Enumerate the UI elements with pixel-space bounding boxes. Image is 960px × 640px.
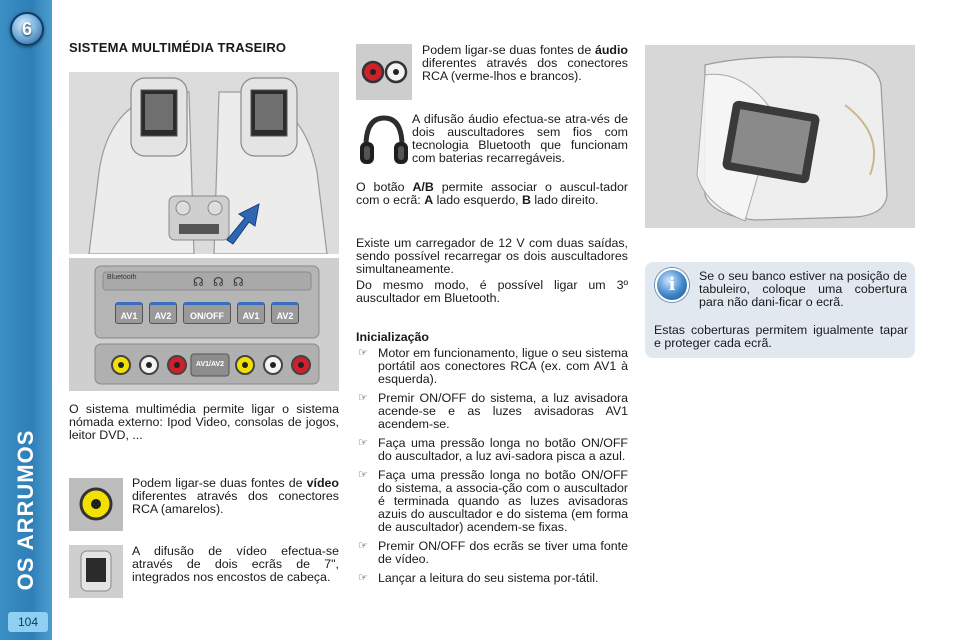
red-white-rca-icon [356, 44, 412, 100]
screen-cover-illustration [645, 45, 915, 228]
info-note-text-2: Estas coberturas permitem igualmente tapar e proteger cada ecrã. [654, 323, 908, 350]
init-steps-list [356, 347, 628, 591]
video-connector-thumb [69, 478, 123, 531]
headphones-paragraph: A difusão áudio efectua-se atra-vés de dois auscultadores sem fios com tecnologia Bluetooth que funcionam com baterias recarregáveis. [412, 112, 628, 165]
list-item: ☞ Lançar a leitura do seu sistema por-tátil. [358, 571, 599, 585]
headphones-icon [356, 112, 412, 170]
chapter-number: 6 [21, 19, 32, 39]
chapter-badge [10, 12, 44, 46]
panel-button: AV1 [237, 302, 265, 324]
audio-connector-thumb [356, 44, 412, 100]
video-sources-paragraph: Podem ligar-se duas fontes de vídeo diferentes através dos conectores RCA (amarelos). [132, 476, 339, 516]
chapter-title-vertical: OS ARRUMOS [13, 429, 38, 591]
screen-cover-drawing [645, 45, 915, 228]
info-note-text-1: Se o seu banco estiver na posição de tabuleiro, coloque uma cobertura para não dani-ficar o ecrã. [699, 269, 907, 309]
pointing-hand-icon: ☞ [358, 469, 368, 481]
screen-icon [69, 545, 123, 598]
headphone-icon: ☊ [233, 275, 244, 289]
video-screens-paragraph: A difusão de vídeo efectua-se através de dois ecrãs de 7", integrados nos encostos de cabeça. [132, 544, 339, 584]
headphone-icon: ☊ [213, 275, 224, 289]
audio-sources-paragraph: Podem ligar-se duas fontes de áudio diferentes através dos conectores RCA (verme-lhos e brancos). [422, 43, 628, 83]
panel-button: AV1 [115, 302, 143, 324]
headphones-thumb [356, 112, 412, 170]
section-title: SISTEMA MULTIMÉDIA TRASEIRO [69, 40, 287, 55]
panel-button: AV2 [149, 302, 177, 324]
panel-button: AV2 [271, 302, 299, 324]
list-item: ☞ Faça uma pressão longa no botão ON/OFF do auscultador, a luz avi-sadora pisca a azul. [358, 436, 628, 463]
pointing-hand-icon: ☞ [358, 437, 368, 449]
info-icon: i [655, 268, 689, 302]
headrest-screens-illustration [69, 72, 339, 254]
intro-paragraph: O sistema multimédia permite ligar o sistema nómada externo: Ipod Video, consolas de jogos, leitor DVD, ... [69, 402, 339, 442]
bluetooth-label: Bluetooth [107, 274, 137, 281]
info-note-box [645, 262, 915, 358]
page-number: 104 [8, 612, 48, 632]
bluetooth-paragraph: Do mesmo modo, é possível ligar um 3º auscultador em Bluetooth. [356, 278, 628, 305]
pointing-hand-icon: ☞ [358, 392, 368, 404]
pointing-hand-icon: ☞ [358, 540, 368, 552]
pointing-hand-icon: ☞ [358, 572, 368, 584]
yellow-rca-icon [69, 478, 123, 531]
list-item: ☞ Premir ON/OFF dos ecrãs se tiver uma fonte de vídeo. [358, 539, 628, 566]
headrest-screen-thumb [69, 545, 123, 598]
init-title: Inicialização [356, 330, 430, 344]
list-item: ☞ Faça uma pressão longa no botão ON/OFF do sistema, a associa-ção com o auscultador é terminada quando as luzes avisadoras azuis do auscultador e do sistema (em forma de auscultador) acendem-se fixas. [358, 468, 628, 534]
list-item: ☞ Motor em funcionamento, ligue o seu sistema portátil aos conectores RCA (ex. com AV1 à esquerda). [358, 346, 629, 386]
control-panel-photo [69, 258, 339, 391]
av-switch-label: AV1/AV2 [195, 361, 225, 368]
car-interior-drawing [69, 72, 339, 254]
charger-paragraph: Existe um carregador de 12 V com duas saídas, sendo possível recarregar os dois auscultadores simultaneamente. [356, 236, 628, 276]
panel-button: ON/OFF [183, 302, 231, 324]
ab-button-paragraph: O botão A/B permite associar o auscul-tador com o ecrã: A lado esquerdo, B lado direito. [356, 180, 628, 207]
pointing-hand-icon: ☞ [358, 347, 368, 359]
headphone-icon: ☊ [193, 275, 204, 289]
list-item: ☞ Premir ON/OFF do sistema, a luz avisadora acende-se e as luzes avisadoras AV1 acendem-se. [358, 391, 628, 431]
